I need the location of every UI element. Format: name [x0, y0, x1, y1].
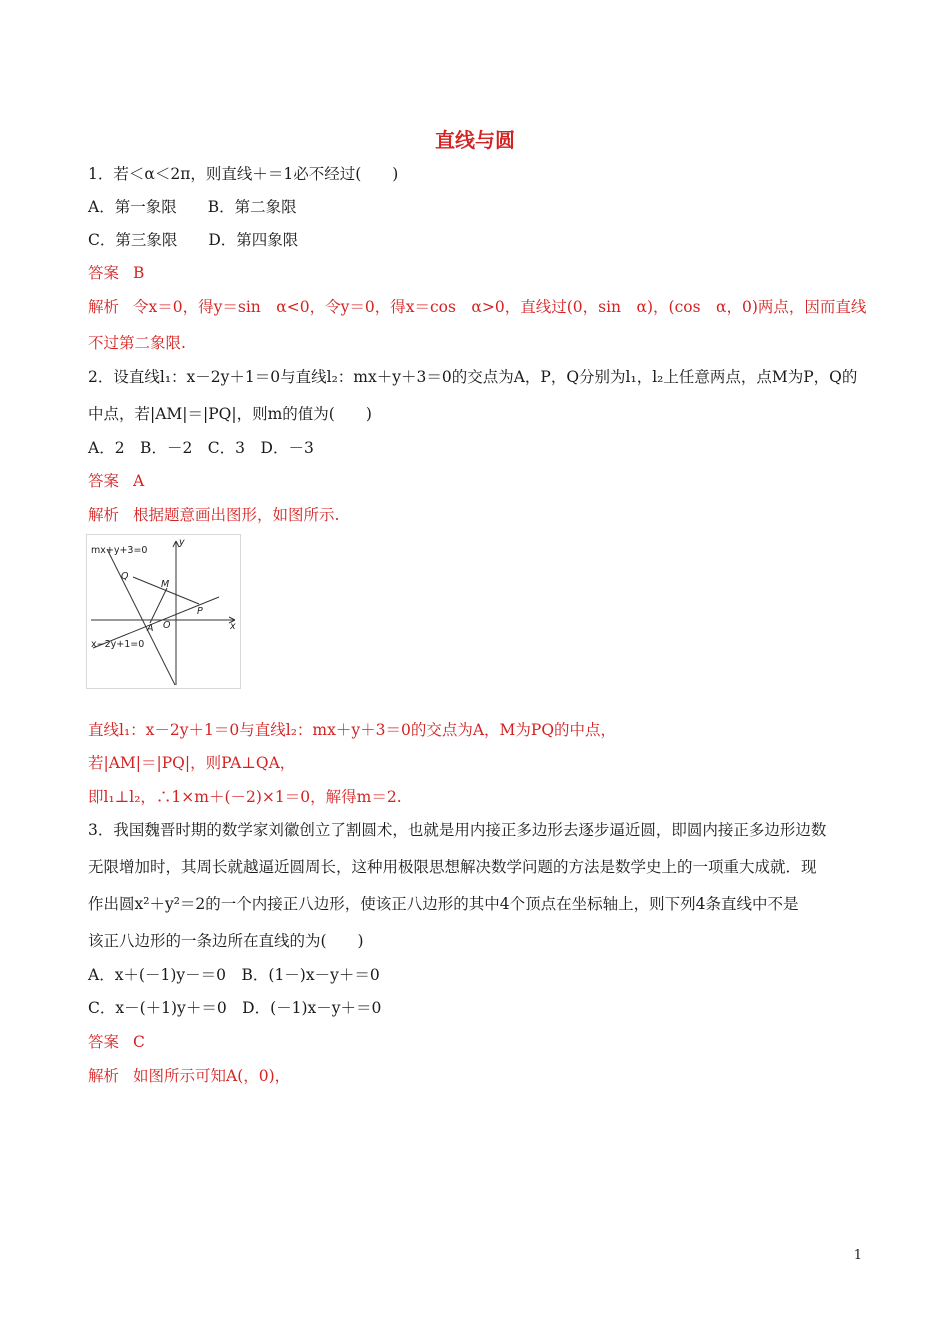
- point-m-label: M: [161, 579, 170, 590]
- q1-analysis: [88, 297, 866, 317]
- q3-stem-line1: 3．我国魏晋时期的数学家刘徽创立了割圆术，也就是用内接正多边形去逐步逼近圆，即圆内接正多边形边数: [88, 821, 827, 839]
- q2-answer: [88, 471, 144, 491]
- page-number: 1: [853, 1248, 862, 1263]
- q1-analysis-cont: 不过第二象限.: [88, 334, 186, 352]
- q3-stem-line2: 无限增加时，其周长就越逼近圆周长，这种用极限思想解决数学问题的方法是数学史上的一项重大成就．现: [88, 858, 817, 876]
- line-l2: [107, 549, 175, 685]
- q2-solution-line1: 直线l₁：x－2y＋1＝0与直线l₂：mx＋y＋3＝0的交点为A，M为PQ的中点，: [88, 721, 617, 739]
- l2-label: mx+y+3=0: [91, 545, 148, 556]
- point-a-label: A: [147, 623, 154, 634]
- analysis-label: 解析: [88, 1067, 120, 1085]
- answer-value: C: [133, 1033, 145, 1051]
- answer-label: 答案: [88, 264, 120, 282]
- analysis-text: 根据题意画出图形，如图所示.: [133, 506, 340, 524]
- q1-answer: [88, 263, 144, 283]
- q3-stem-line3: 作出圆x²＋y²＝2的一个内接正八边形，使该正八边形的其中4个顶点在坐标轴上，则下列4条直线中不是: [88, 895, 799, 913]
- q2-solution-line2: 若|AM|＝|PQ|，则PA⊥QA，: [88, 754, 296, 772]
- point-p-label: P: [197, 606, 203, 617]
- geometry-figure: [86, 534, 241, 689]
- q2-solution-line3: 即l₁⊥l₂，∴1×m＋(－2)×1＝0，解得m＝2.: [88, 788, 402, 806]
- q1-options-ab: A．第一象限 B．第二象限: [88, 198, 297, 216]
- analysis-text: 如图所示可知A(，0)，: [133, 1067, 291, 1085]
- q3-answer: [88, 1032, 145, 1052]
- q3-stem-line4: 该正八边形的一条边所在直线的为( ): [88, 932, 364, 950]
- q2-stem-line1: 2．设直线l₁：x－2y＋1＝0与直线l₂：mx＋y＋3＝0的交点为A，P，Q分别为l₁，l₂上任意两点，点M为P，Q的: [88, 368, 858, 386]
- segment-am: [150, 588, 167, 623]
- q2-options: A．2 B．－2 C．3 D．－3: [88, 439, 314, 457]
- answer-value: A: [133, 472, 145, 490]
- page-title: 直线与圆: [435, 128, 515, 152]
- q3-options-ab: A．x＋(－1)y－＝0 B．(1－)x－y＋＝0: [88, 966, 380, 984]
- origin-label: O: [163, 620, 171, 631]
- q2-analysis: [88, 505, 339, 525]
- y-axis-label: y: [179, 537, 185, 548]
- q1-options-cd: C．第三象限 D．第四象限: [88, 231, 299, 249]
- analysis-label: 解析: [88, 298, 120, 316]
- analysis-text: 令x＝0，得y＝sin α<0，令y＝0，得x＝cos α>0，直线过(0，sin α)，(cos α，0)两点，因而直线: [133, 298, 867, 316]
- answer-value: B: [133, 264, 145, 282]
- point-q-label: Q: [121, 571, 129, 582]
- answer-label: 答案: [88, 472, 120, 490]
- analysis-label: 解析: [88, 506, 120, 524]
- q3-analysis: [88, 1066, 290, 1086]
- q1-stem: 1．若＜α＜2π，则直线＋＝1必不经过( ): [88, 165, 399, 183]
- q3-options-cd: C．x－(＋1)y＋＝0 D．(－1)x－y＋＝0: [88, 999, 382, 1017]
- answer-label: 答案: [88, 1033, 120, 1051]
- x-axis-label: x: [230, 621, 236, 632]
- q2-stem-line2: 中点，若|AM|＝|PQ|，则m的值为( ): [88, 405, 372, 423]
- l1-label: x−2y+1=0: [91, 639, 145, 650]
